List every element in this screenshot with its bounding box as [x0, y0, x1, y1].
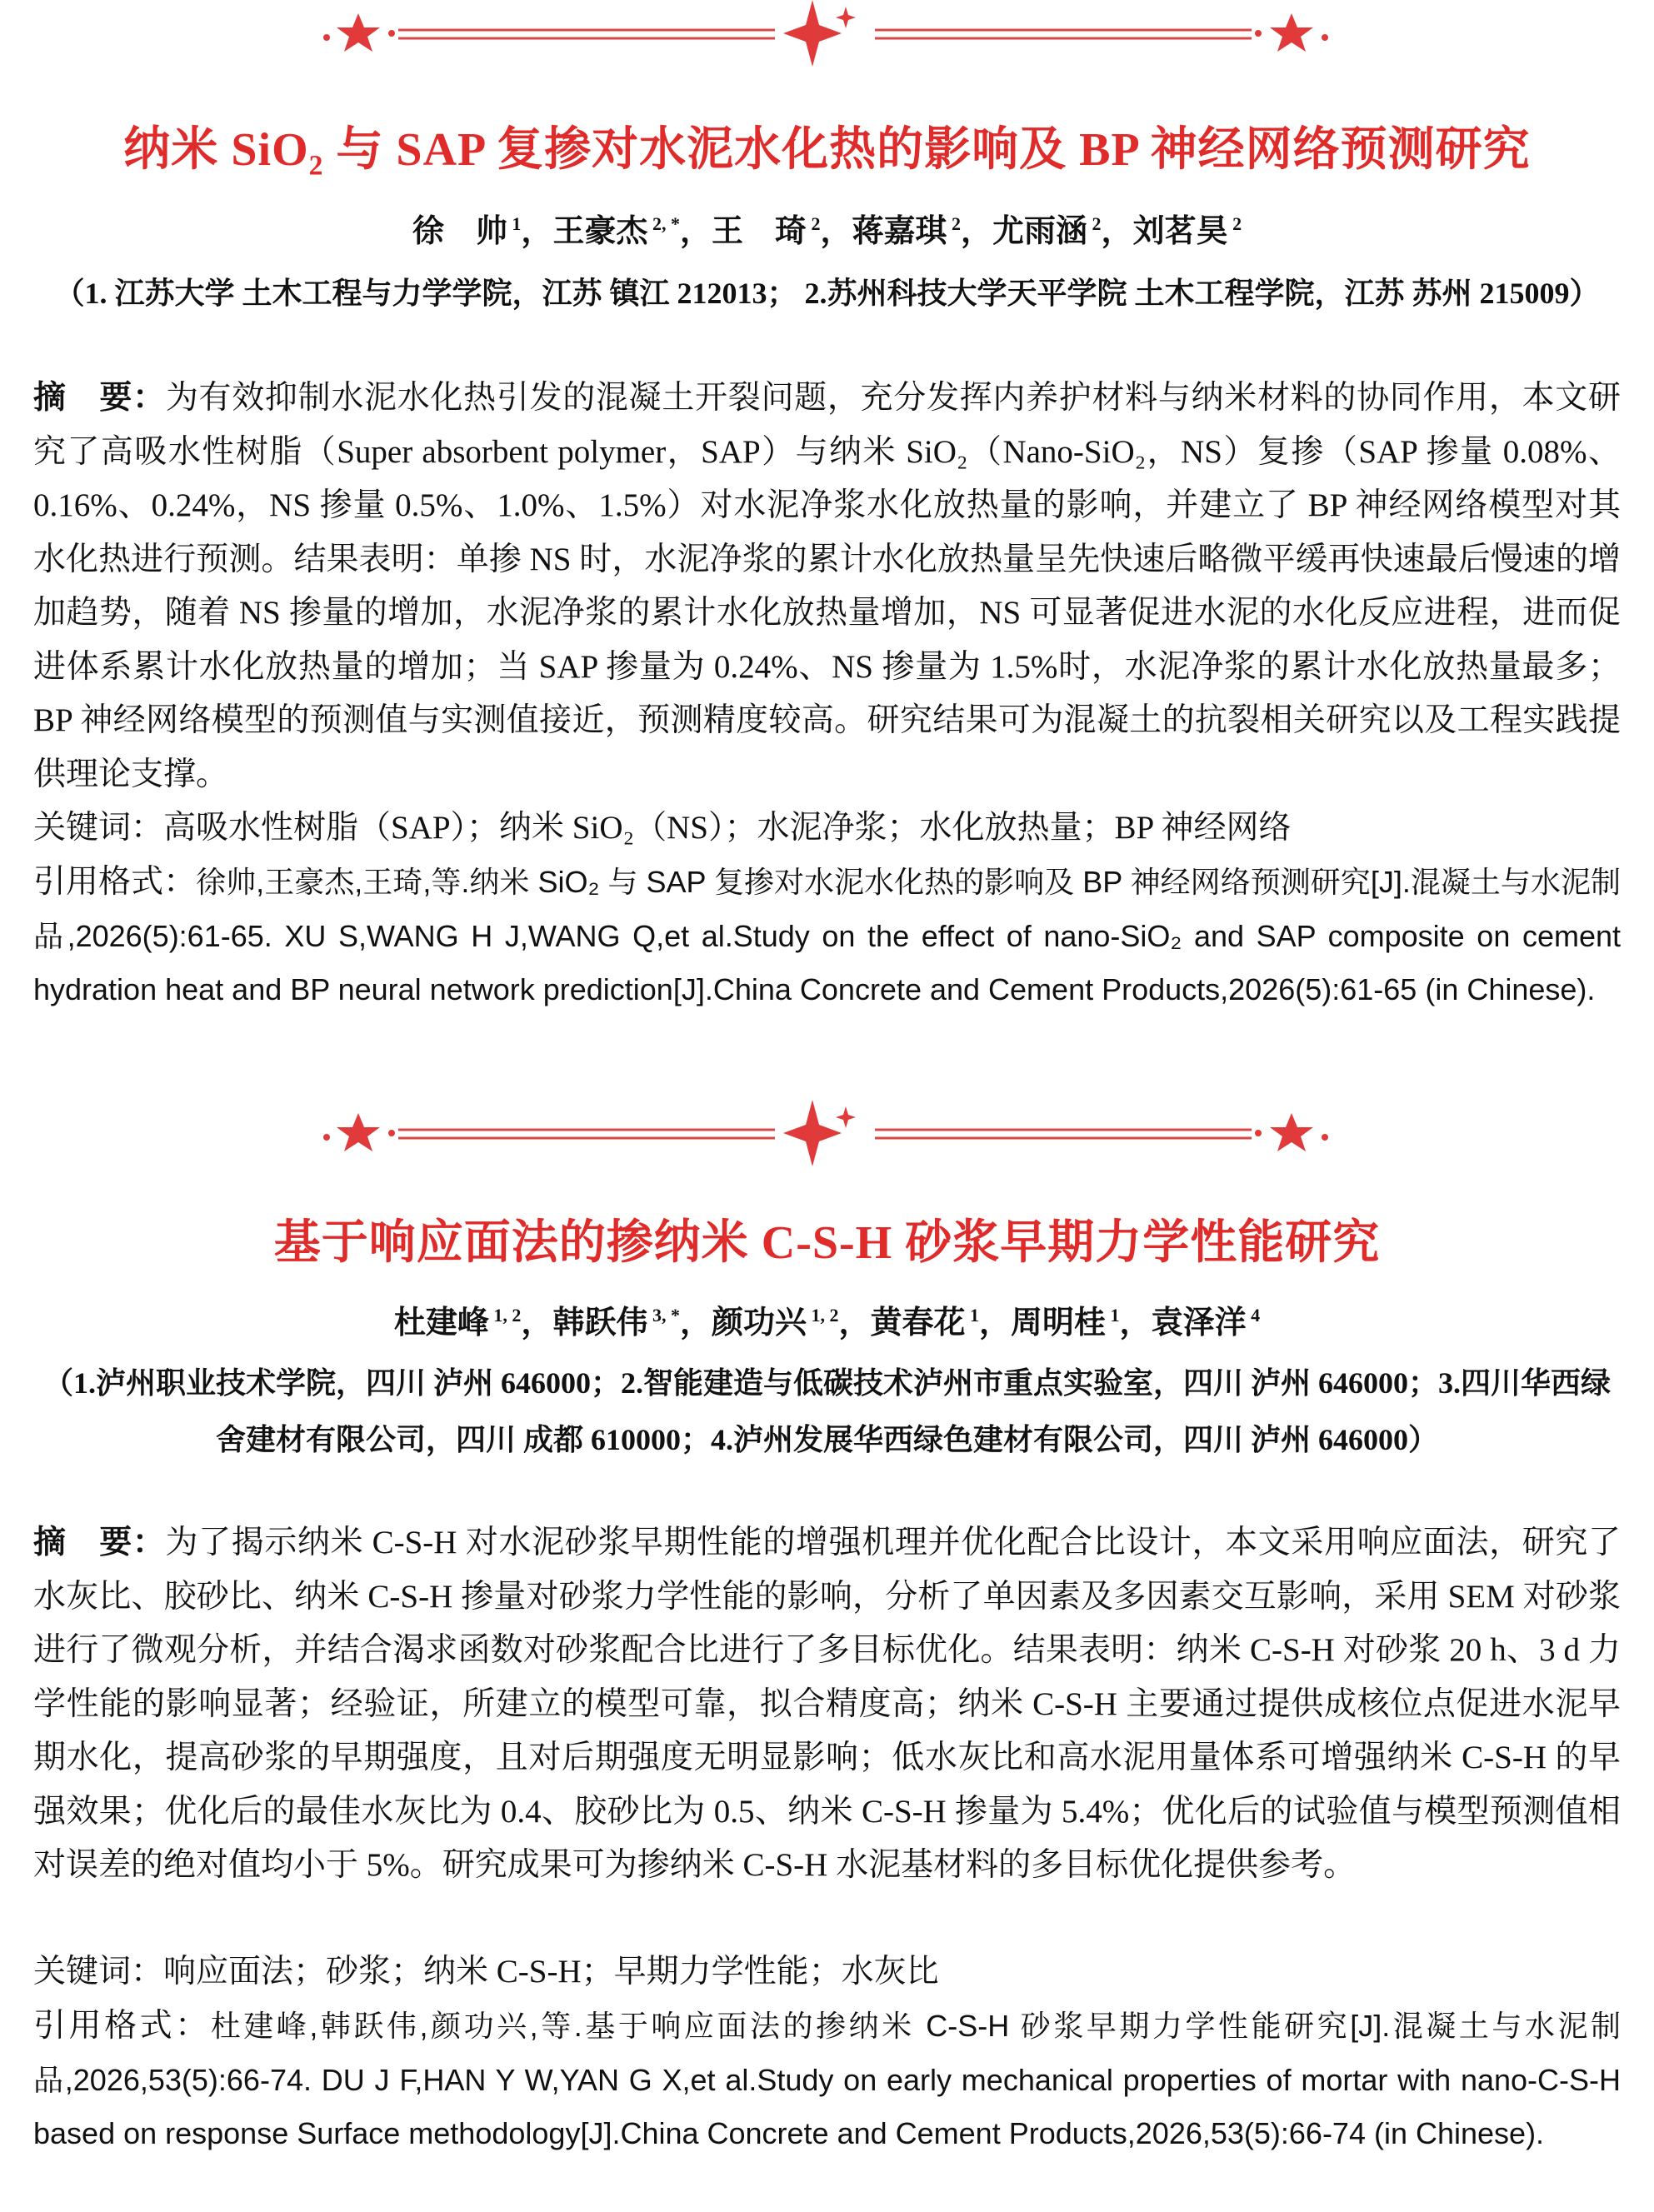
- sparkle-icon: [783, 0, 856, 67]
- author-name: 袁泽洋: [1151, 1306, 1247, 1341]
- author-affiliation-mark: 1, 2: [488, 1305, 522, 1326]
- author-affiliation-mark: 3, *: [647, 1305, 680, 1326]
- citation: [33, 856, 1621, 1017]
- citation-label: 引用格式：: [33, 864, 197, 900]
- author-affiliation-mark: 2: [947, 213, 962, 234]
- ornament-divider: [308, 0, 1342, 72]
- author-name: 黄春花: [870, 1306, 966, 1341]
- article-title: 基于响应面法的掺纳米 C-S-H 砂浆早期力学性能研究: [273, 1217, 1381, 1269]
- keywords: [33, 801, 1621, 856]
- abstract: [33, 1516, 1621, 1893]
- author-name: 王豪杰: [552, 214, 648, 249]
- star-icon: [1270, 13, 1313, 52]
- author-affiliation-mark: 1: [507, 213, 522, 234]
- author-affiliation-mark: 1: [1106, 1305, 1120, 1326]
- author-affiliation-mark: 2, *: [647, 213, 680, 234]
- keywords-text: 响应面法；砂浆；纳米 C-S-H；早期力学性能；水灰比: [163, 1954, 939, 1990]
- keywords-label: 关键词：: [33, 810, 164, 846]
- author-name: 杜建峰: [393, 1306, 489, 1341]
- star-icon: [337, 13, 380, 52]
- star-icon: [337, 1113, 380, 1151]
- keywords-label: 关键词：: [33, 1954, 164, 1990]
- author-name: 尤雨涵: [992, 214, 1088, 249]
- author-name: 蒋嘉琪: [852, 214, 947, 249]
- author-name: 刘茗昊: [1132, 214, 1228, 249]
- abstract-label: 摘 要：: [33, 1525, 166, 1560]
- keywords: [33, 1945, 1621, 2000]
- author-name: 徐 帅: [412, 214, 507, 249]
- abstract: [33, 372, 1621, 801]
- affiliation: （1.泸州职业技术学院，四川 泸州 646000；2.智能建造与低碳技术泸州市重点实验室，四川 泸州 646000；3.四川华西绿舍建材有限公司，四川 成都 610000；4.泸州发展华西绿色建材有限公司，四川 泸州 646000）: [42, 1366, 1611, 1456]
- author-list: 徐 帅 $^1$，王豪杰 $^{2, *}$，王 琦 $^2$，蒋嘉琪 $^2$，尤雨涵 $^2$，刘茗昊 $^2$: [412, 213, 1242, 249]
- affiliation: （1. 江苏大学 土木工程与力学学院，江苏 镇江 212013； 2.苏州科技大学天平学院 土木工程学院，江苏 苏州 215009）: [54, 277, 1600, 310]
- citation-label: 引用格式：: [33, 2008, 211, 2044]
- article-title: 纳米 SiO₂ 与 SAP 复掺对水泥水化热的影响及 BP 神经网络预测研究: [123, 124, 1531, 176]
- author-name: 颜功兴: [711, 1306, 807, 1341]
- star-icon: [1270, 1113, 1313, 1151]
- author-name: 周明桂: [1011, 1306, 1107, 1341]
- author-name: 韩跃伟: [552, 1306, 648, 1341]
- citation-text: 徐帅,王豪杰,王琦,等.纳米 SiO₂ 与 SAP 复掺对水泥水化热的影响及 BP 神经网络预测研究[J].混凝土与水泥制品,2026(5):61-65. XU S,WANG H J,WANG Q,et al.Study on the effect of nano-SiO₂ and SAP composite on cement hydration heat and BP neural network prediction[J].China Concrete and Cement Products,2026(5):61-65 (in Chinese).: [33, 865, 1621, 1006]
- keywords-text: 高吸水性树脂（SAP）；纳米 SiO₂（NS）；水泥净浆；水化放热量；BP 神经网络: [163, 810, 1292, 846]
- author-affiliation-mark: 2: [806, 213, 821, 234]
- ornament-divider: [308, 1100, 1342, 1171]
- author-list: 杜建峰 $^{1, 2}$，韩跃伟 $^{3, *}$，颜功兴 $^{1, 2}$，黄春花 $^1$，周明桂 $^1$，袁泽洋 $^4$: [393, 1305, 1261, 1341]
- author-affiliation-mark: 4: [1246, 1305, 1261, 1326]
- author-affiliation-mark: 2: [1227, 213, 1242, 234]
- author-affiliation-mark: 2: [1087, 213, 1102, 234]
- abstract-text: 为有效抑制水泥水化热引发的混凝土开裂问题，充分发挥内养护材料与纳米材料的协同作用，本文研究了高吸水性树脂（Super absorbent polymer，SAP）与纳米 SiO₂（Nano-SiO₂，NS）复掺（SAP 掺量 0.08%、0.16%、0.24%，NS 掺量 0.5%、1.0%、1.5%）对水泥净浆水化放热量的影响，并建立了 BP 神经网络模型对其水化热进行预测。结果表明：单掺 NS 时，水泥净浆的累计水化放热量呈先快速后略微平缓再快速最后慢速的增加趋势，随着 NS 掺量的增加，水泥净浆的累计水化放热量增加，NS 可显著促进水泥的水化反应进程，进而促进体系累计水化放热量的增加；当 SAP 掺量为 0.24%、NS 掺量为 1.5%时，水泥净浆的累计水化放热量最多；BP 神经网络模型的预测值与实测值接近，预测精度较高。研究结果可为混凝土的抗裂相关研究以及工程实践提供理论支撑。: [33, 380, 1621, 792]
- citation-text: 杜建峰,韩跃伟,颜功兴,等.基于响应面法的掺纳米 C-S-H 砂浆早期力学性能研究[J].混凝土与水泥制品,2026,53(5):66-74. DU J F,HAN Y W,YAN G X,et al.Study on early mechanical properties of mortar with nano-C-S-H based on response Surface methodology[J].China Concrete and Cement Products,2026,53(5):66-74 (in Chinese).: [33, 2009, 1621, 2150]
- author-name: 王 琦: [711, 214, 807, 249]
- abstract-text: 为了揭示纳米 C-S-H 对水泥砂浆早期性能的增强机理并优化配合比设计，本文采用响应面法，研究了水灰比、胶砂比、纳米 C-S-H 掺量对砂浆力学性能的影响，分析了单因素及多因素交互影响，采用 SEM 对砂浆进行了微观分析，并结合渴求函数对砂浆配合比进行了多目标优化。结果表明：纳米 C-S-H 对砂浆 20 h、3 d 力学性能的影响显著；经验证，所建立的模型可靠，拟合精度高；纳米 C-S-H 主要通过提供成核位点促进水泥早期水化，提高砂浆的早期强度，且对后期强度无明显影响；低水灰比和高水泥用量体系可增强纳米 C-S-H 的早强效果；优化后的最佳水灰比为 0.4、胶砂比为 0.5、纳米 C-S-H 掺量为 5.4%；优化后的试验值与模型预测值相对误差的绝对值均小于 5%。研究成果可为掺纳米 C-S-H 水泥基材料的多目标优化提供参考。: [33, 1525, 1621, 1883]
- author-affiliation-mark: 1: [965, 1305, 980, 1326]
- author-affiliation-mark: 1, 2: [806, 1305, 839, 1326]
- abstract-label: 摘 要：: [33, 380, 166, 416]
- citation: [33, 2000, 1621, 2161]
- sparkle-icon: [783, 1100, 856, 1166]
